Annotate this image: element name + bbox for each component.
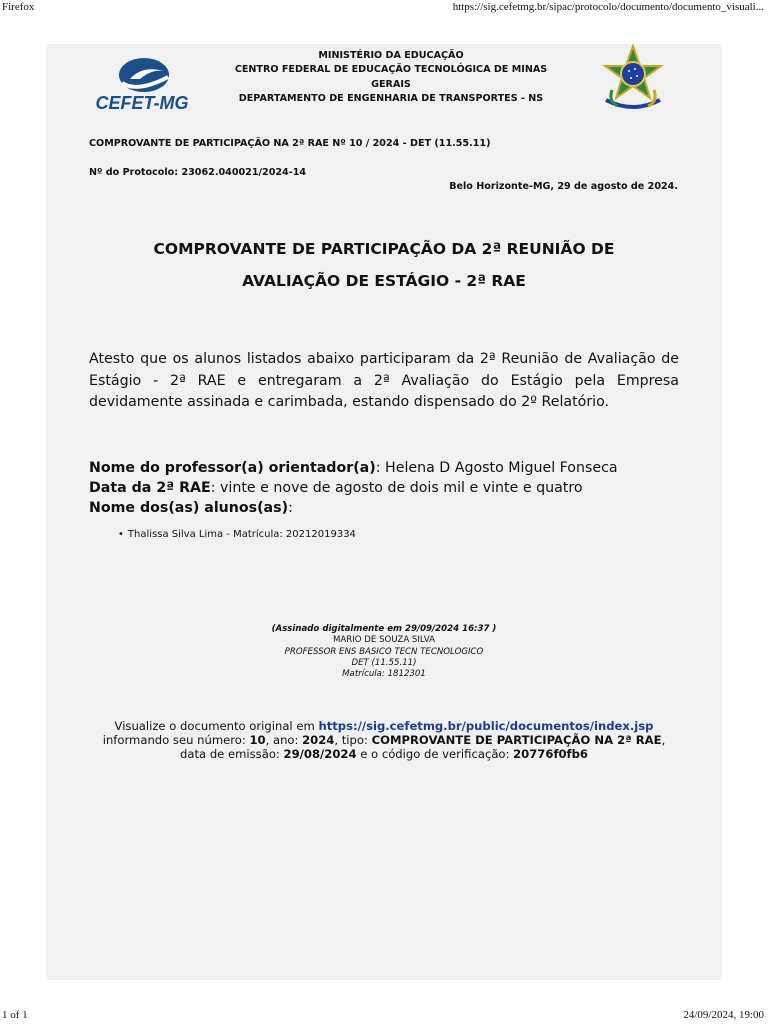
signer-name: MARIO DE SOUZA SILVA [333, 635, 435, 646]
advisor-label: Nome do professor(a) orientador(a) [89, 460, 376, 476]
verify-text: Visualize o documento original em [114, 719, 319, 733]
document-reference: COMPROVANTE DE PARTICIPAÇÃO NA 2ª RAE Nº 10 / 2024 - DET (11.55.11) [89, 138, 491, 149]
signer-unit: DET (11.55.11) [351, 657, 417, 668]
print-footer [0, 1008, 768, 1024]
emission-date: 29/08/2024 [283, 747, 357, 762]
signer-role: PROFESSOR ENS BASICO TECN TECNOLOGICO [284, 646, 484, 657]
title-line-1: COMPROVANTE DE PARTICIPAÇÃO DA 2ª REUNIÃO DE [153, 240, 615, 258]
print-header [0, 0, 768, 16]
department-line: DEPARTAMENTO DE ENGENHARIA DE TRANSPORTES - NS [238, 93, 544, 105]
verification-code: 20776f0fb6 [513, 747, 588, 762]
advisor-value: Helena D Agosto Miguel Fonseca [385, 460, 618, 476]
page-count: 1 of 1 [2, 1009, 28, 1021]
institution-header [196, 49, 586, 107]
signature-block [176, 624, 592, 680]
document-page [46, 44, 722, 980]
verify-line-1 [66, 719, 702, 733]
verify-text: , [661, 733, 666, 748]
date-label: Data da 2ª RAE [89, 480, 211, 496]
attestation-text: Atesto que os alunos listados abaixo participaram da 2ª Reunião de Avaliação de Estágio - 2ª RAE e entregaram a 2ª Avaliação do Estágio pela Empresa devidamente assinada e carimbada, estando dispensado do 2º Relatório. [89, 351, 679, 410]
signed-digitally: (Assinado digitalmente em 29/09/2024 16:37 ) [271, 624, 497, 634]
verify-line-3 [66, 747, 702, 761]
verify-line-2 [66, 733, 702, 747]
students-label: Nome dos(as) alunos(as) [89, 500, 289, 516]
verify-text: informando seu número: [102, 733, 250, 748]
signer-matricula: Matrícula: 1812301 [342, 669, 426, 680]
verify-text: , ano: [265, 733, 303, 748]
place-date: Belo Horizonte-MG, 29 de agosto de 2024. [449, 181, 678, 192]
document-title [106, 233, 662, 297]
doc-type: COMPROVANTE DE PARTICIPAÇÃO NA 2ª RAE [371, 733, 662, 748]
date-value: vinte e nove de agosto de dois mil e vinte e quatro [220, 480, 583, 496]
doc-year: 2024 [302, 733, 335, 748]
verify-text: e o código de verificação: [356, 747, 514, 762]
students-list [118, 529, 356, 540]
list-item: • Thalissa Silva Lima - Matrícula: 20212019334 [118, 529, 356, 540]
state-line: GERAIS [371, 78, 411, 90]
verify-text: data de emissão: [180, 747, 284, 762]
advisor-row: Nome do professor(a) orientador(a): Helena D Agosto Miguel Fonseca [89, 460, 618, 476]
center-line: CENTRO FEDERAL DE EDUCAÇÃO TECNOLÓGICA DE MINAS [234, 64, 548, 76]
logo-text: CEFET-MG [95, 93, 189, 113]
cefet-mg-logo [92, 53, 192, 113]
brazil-coat-of-arms-icon [598, 44, 668, 114]
students-row: Nome dos(as) alunos(as): [89, 500, 293, 516]
protocol-number: Nº do Protocolo: 23062.040021/2024-14 [89, 167, 307, 178]
ministry-line: MINISTÉRIO DA EDUCAÇÃO [318, 50, 464, 61]
verification-block [66, 719, 702, 762]
print-url: https://sig.cefetmg.br/sipac/protocolo/documento/documento_visuali... [452, 1, 764, 13]
title-line-2: AVALIAÇÃO DE ESTÁGIO - 2ª RAE [242, 272, 526, 290]
verify-text: , tipo: [334, 733, 372, 748]
fields-block [89, 458, 689, 518]
date-row: Data da 2ª RAE: vinte e nove de agosto de dois mil e vinte e quatro [89, 480, 583, 496]
print-app-name: Firefox [2, 1, 35, 13]
doc-number: 10 [249, 733, 266, 748]
verification-link[interactable]: https://sig.cefetmg.br/public/documentos/index.jsp [318, 719, 654, 733]
print-datetime: 24/09/2024, 19:00 [683, 1009, 764, 1021]
